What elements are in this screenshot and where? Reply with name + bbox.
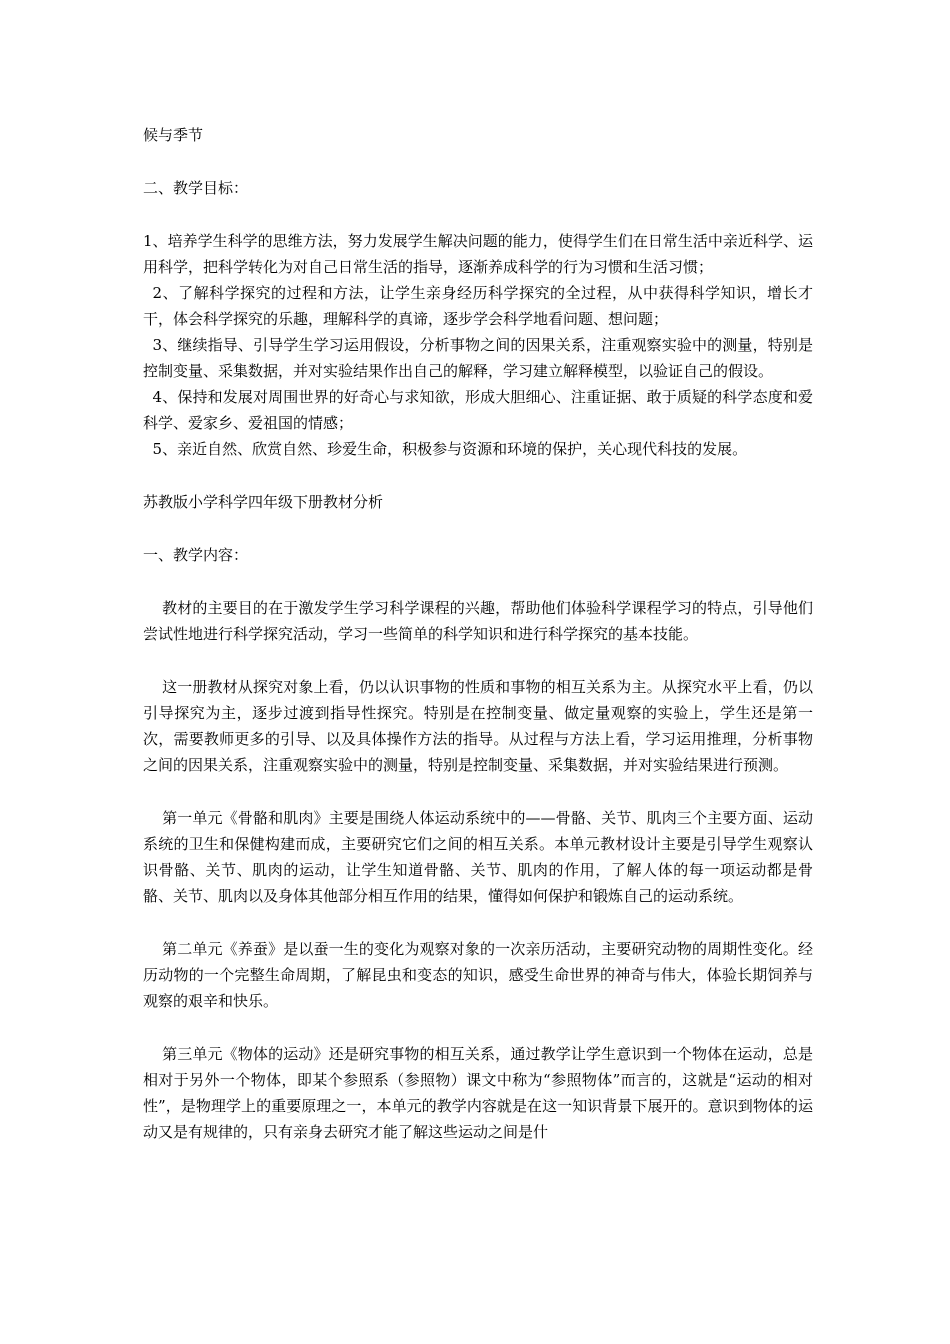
- content-title: 一、教学内容：: [143, 546, 249, 564]
- spacer: [143, 909, 813, 936]
- analysis-title: 苏教版小学科学四年级下册教材分析: [143, 493, 384, 511]
- spacer: [143, 201, 813, 228]
- spacer: [143, 1014, 813, 1041]
- paragraph-2: 这一册教材从探究对象上看，仍以认识事物的性质和事物的相互关系为主。从探究水平上看，仍以引导探究为主，逐步过渡到指导性探究。特别是在控制变量、做定量观察的实验上，学生还是第一次，需要教师更多的引导、以及具体操作方法的指导。从过程与方法上看，学习运用推理，分析事物之间的因果关系，注重观察实验中的测量，特别是控制变量、采集数据，并对实验结果进行预测。: [143, 678, 813, 774]
- document-page: [143, 122, 813, 1145]
- spacer: [143, 515, 813, 542]
- spacer: [143, 647, 813, 674]
- paragraph-5: 第三单元《物体的运动》还是研究事物的相互关系，通过教学让学生意识到一个物体在运动，总是相对于另外一个物体，即某个参照系（参照物）课文中称为“参照物体”而言的，这就是“运动的相对性”，是物理学上的重要原理之一，本单元的教学内容就是在这一知识背景下展开的。意识到物体的运动又是有规律的，只有亲身去研究才能了解这些运动之间是什: [143, 1045, 813, 1141]
- paragraph-4: 第二单元《养蚕》是以蚕一生的变化为观察对象的一次亲历活动，主要研究动物的周期性变化。经历动物的一个完整生命周期，了解昆虫和变态的知识，感受生命世界的神奇与伟大，体验长期饲养与观察的艰辛和快乐。: [143, 940, 813, 1010]
- goal-item-2: 2、了解科学探究的过程和方法，让学生亲身经历科学探究的全过程，从中获得科学知识，增长才干，体会科学探究的乐趣，理解科学的真谛，逐步学会科学地看问题、想问题；: [143, 284, 813, 328]
- goals-title: 二、教学目标：: [143, 179, 249, 197]
- goal-item-3: 3、继续指导、引导学生学习运用假设，分析事物之间的因果关系，注重观察实验中的测量，特别是控制变量、采集数据，并对实验结果作出自己的解释，学习建立解释模型，以验证自己的假设。: [143, 336, 813, 380]
- goal-item-4: 4、保持和发展对周围世界的好奇心与求知欲，形成大胆细心、注重证据、敢于质疑的科学态度和爱科学、爱家乡、爱祖国的情感；: [143, 388, 813, 432]
- spacer: [143, 462, 813, 489]
- paragraph-3: 第一单元《骨骼和肌肉》主要是围绕人体运动系统中的——骨骼、关节、肌肉三个主要方面、运动系统的卫生和保健构建而成，主要研究它们之间的相互关系。本单元教材设计主要是引导学生观察认识骨骼、关节、肌肉的运动，让学生知道骨骼、关节、肌肉的作用，了解人体的每一项运动都是骨骼、关节、肌肉以及身体其他部分相互作用的结果，懂得如何保护和锻炼自己的运动系统。: [143, 809, 813, 905]
- spacer: [143, 568, 813, 595]
- spacer: [143, 148, 813, 175]
- spacer: [143, 778, 813, 805]
- goal-item-5: 5、亲近自然、欣赏自然、珍爱生命，积极参与资源和环境的保护，关心现代科技的发展。: [152, 440, 748, 458]
- heading-fragment: 候与季节: [143, 126, 204, 144]
- paragraph-1: 教材的主要目的在于激发学生学习科学课程的兴趣，帮助他们体验科学课程学习的特点，引导他们尝试性地进行科学探究活动，学习一些简单的科学知识和进行科学探究的基本技能。: [143, 599, 813, 643]
- goal-item-1: 1、培养学生科学的思维方法，努力发展学生解决问题的能力，使得学生们在日常生活中亲近科学、运用科学，把科学转化为对自己日常生活的指导，逐渐养成科学的行为习惯和生活习惯；: [143, 232, 813, 276]
